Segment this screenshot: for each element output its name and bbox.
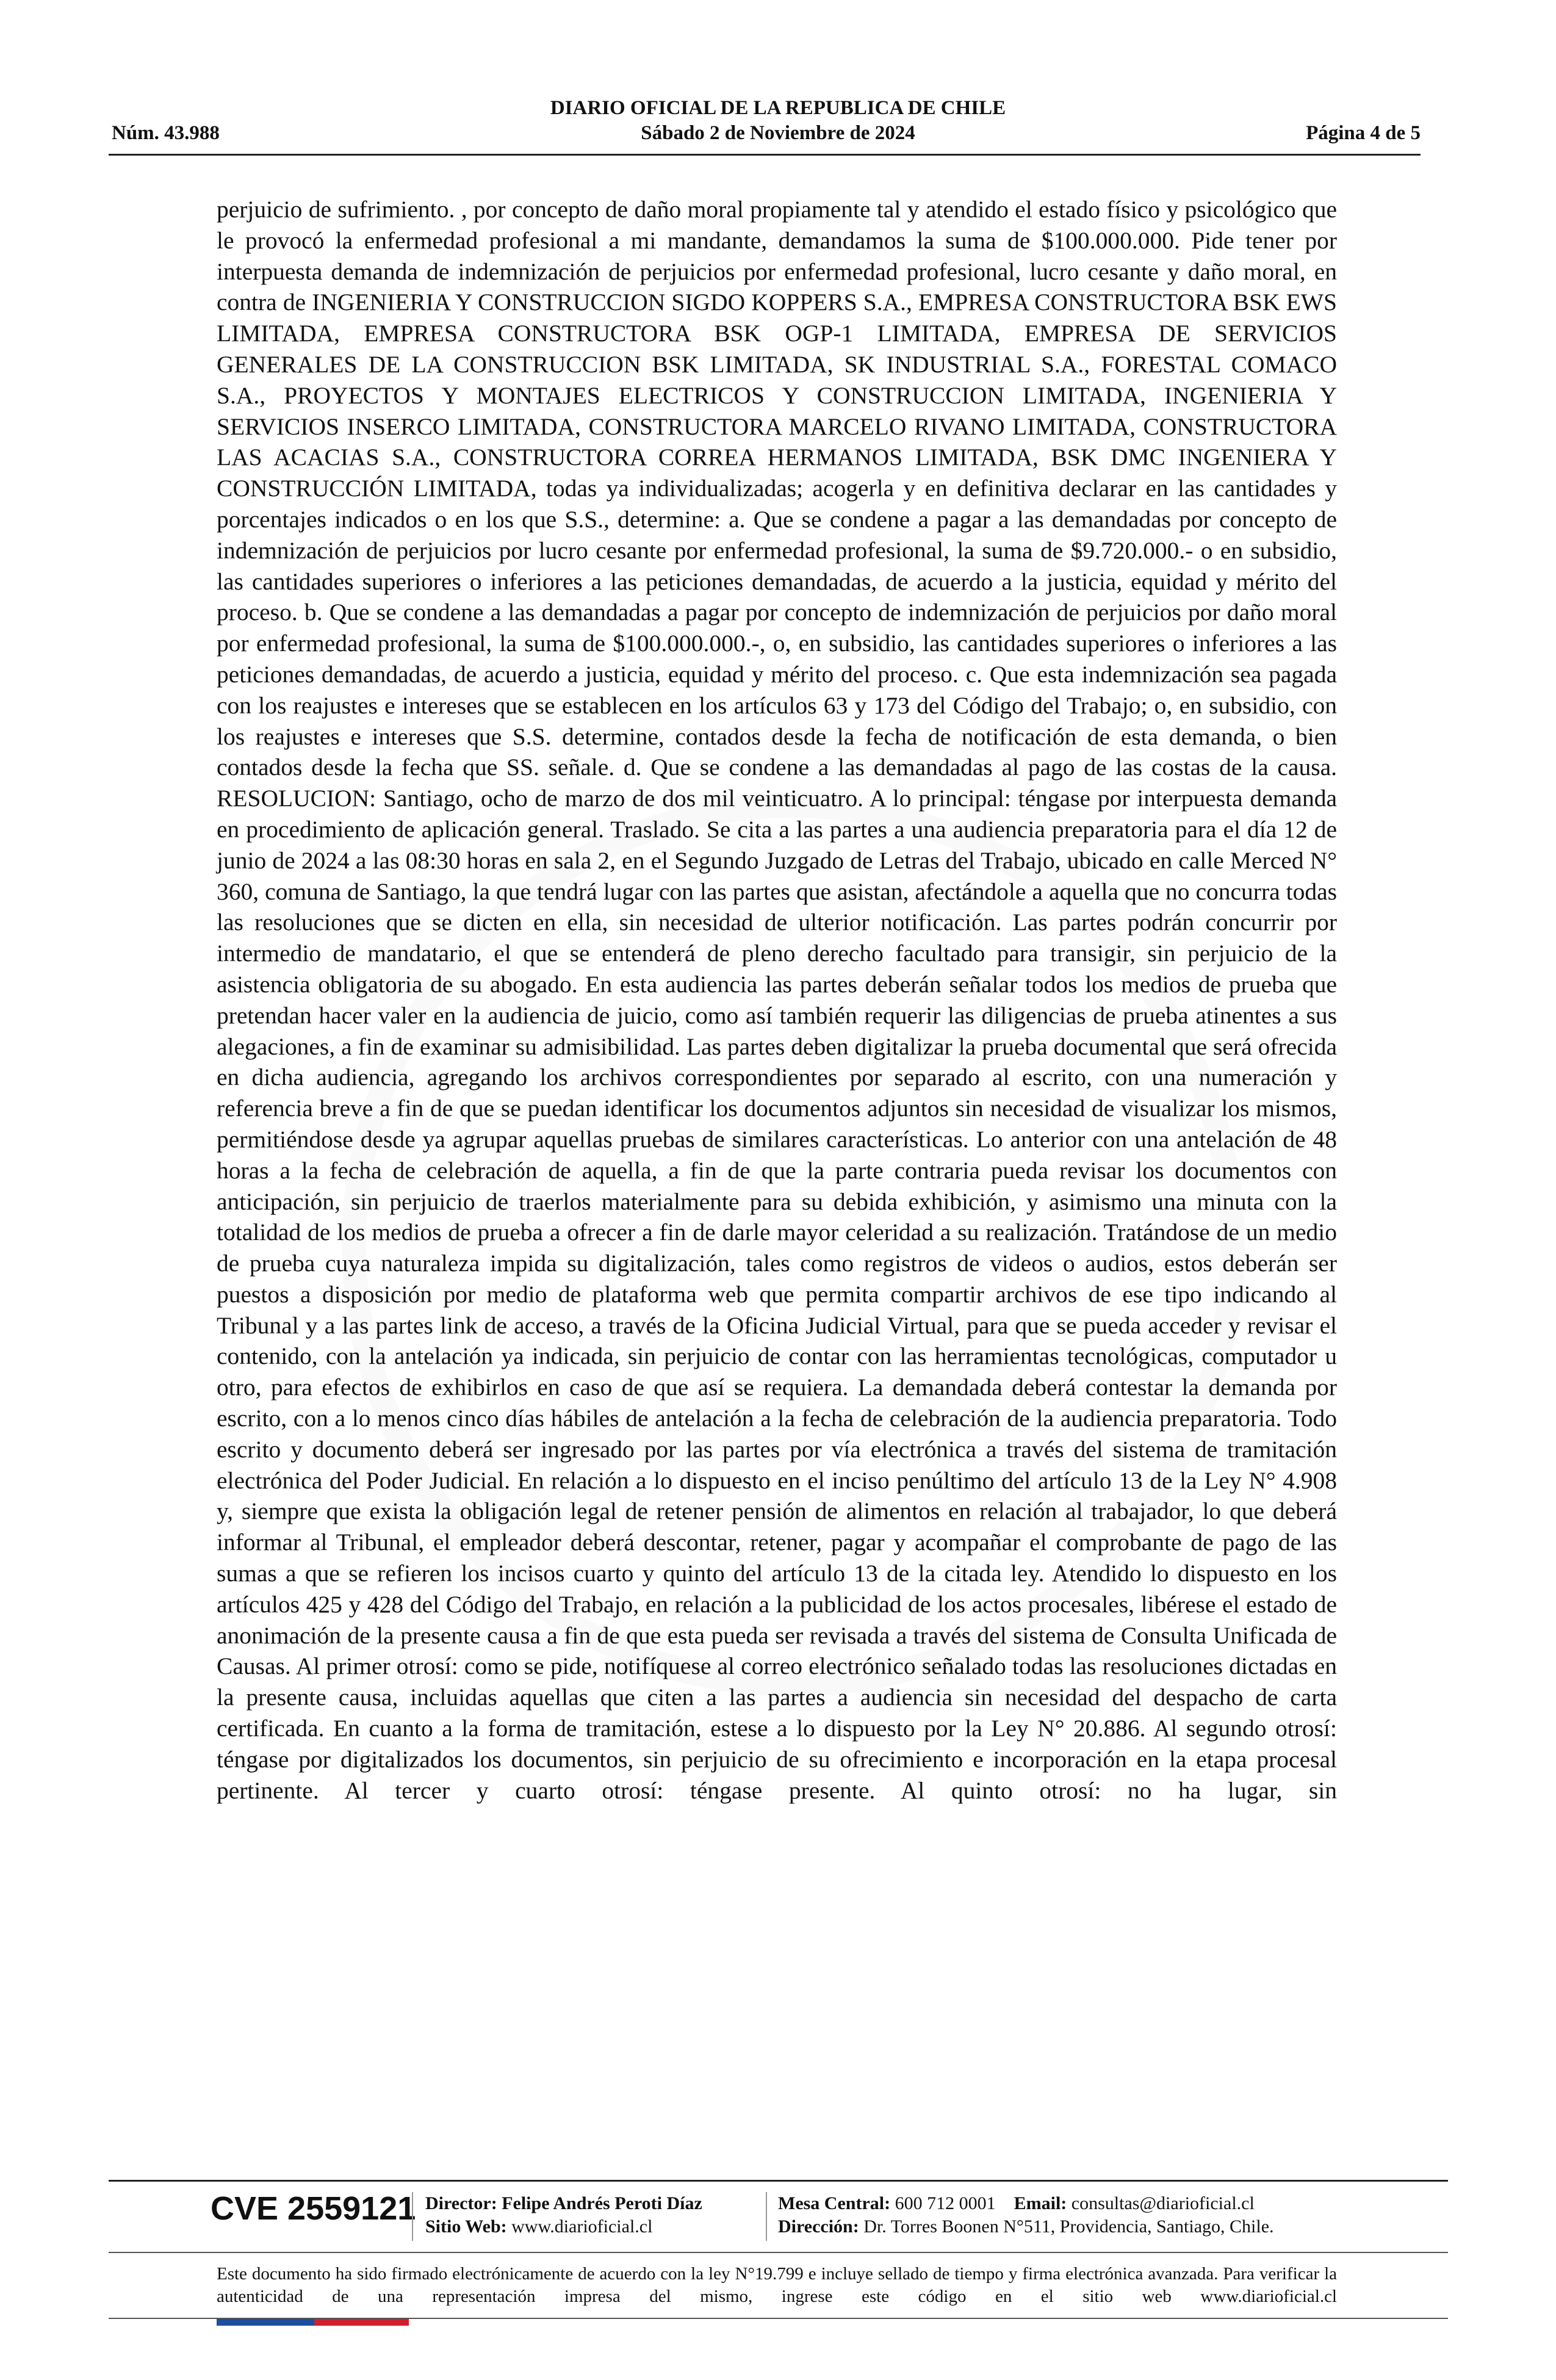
director-label: Director: — [425, 2193, 497, 2213]
phone-label: Mesa Central: — [778, 2193, 891, 2213]
footer-divider-top — [109, 2180, 1448, 2182]
header-divider — [109, 154, 1421, 156]
page-number: Página 4 de 5 — [1306, 122, 1421, 144]
address-label: Dirección: — [778, 2216, 859, 2237]
footer-separator — [412, 2192, 413, 2241]
footer-separator — [766, 2192, 767, 2241]
publication-title: DIARIO OFICIAL DE LA REPUBLICA DE CHILE — [550, 97, 1006, 119]
cve-code: CVE 2559121 — [211, 2190, 416, 2227]
email-link[interactable]: consultas@diarioficial.cl — [1071, 2193, 1255, 2213]
website-label: Sitio Web: — [425, 2216, 507, 2237]
phone-number: 600 712 0001 — [895, 2193, 996, 2213]
footer-divider-mid — [109, 2252, 1448, 2253]
body-paragraph: perjuicio de sufrimiento. , por concepto de daño moral propiamente tal y atendido el estado físico y psicológico que le provocó la enfermedad profesional a mi mandante, demandamos la suma de $100.000.000. Pide tener por interpuesta demanda de indemnización de perjuicios por enfermedad profesional, lucro cesante y daño moral, en contra de INGENIERIA Y CONSTRUCCION SIGDO KOPPERS S.A., EMPRESA CONSTRUCTORA BSK EWS LIMITADA, EMPRESA CONSTRUCTORA BSK OGP-1 LIMITADA, EMPRESA DE SERVICIOS GENERALES DE LA CONSTRUCCION BSK LIMITADA, SK INDUSTRIAL S.A., FORESTAL COMACO S.A., PROYECTOS Y MONTAJES ELECTRICOS Y CONSTRUCCION LIMITADA, INGENIERIA Y SERVICIOS INSERCO LIMITADA, CONSTRUCTORA MARCELO RIVANO LIMITADA, CONSTRUCTORA LAS ACACIAS S.A., CONSTRUCTORA CORREA HERMANOS LIMITADA, BSK DMC INGENIERA Y CONSTRUCCIÓN LIMITADA, todas ya individualizadas; acogerla y en definitiva declarar en las cantidades y porcentajes indicados o en los que S.S., determine: a. Que se condene a pagar a las demandadas por concepto de indemnización de perjuicios por lucro cesante por enfermedad profesional, la suma de $9.720.000.- o en subsidio, las cantidades superiores o inferiores a las peticiones demandadas, de acuerdo a la justicia, equidad y mérito del proceso. b. Que se condene a las demandadas a pagar por concepto de indemnización de perjuicios por daño moral por enfermedad profesional, la suma de $100.000.000.-, o, en subsidio, las cantidades superiores o inferiores a las peticiones demandadas, de acuerdo a justicia, equidad y mérito del proceso. c. Que esta indemnización sea pagada con los reajustes e intereses que se establecen en los artículos 63 y 173 del Código del Trabajo; o, en subsidio, con los reajustes e intereses que S.S. determine, contados desde la fecha de notificación de esta demanda, o bien contados desde la fecha que SS. señale. d. Que se condene a las demandadas al pago de las costas de la causa. RESOLUCION: Santiago, ocho de marzo de dos mil veinticuatro. A lo principal: téngase por interpuesta demanda en procedimiento de aplicación general. Traslado. Se cita a las partes a una audiencia preparatoria para el día 12 de junio de 2024 a las 08:30 horas en sala 2, en el Segundo Juzgado de Letras del Trabajo, ubicado en calle Merced N° 360, comuna de Santiago, la que tendrá lugar con las partes que asistan, afectándole a aquella que no concurra todas las resoluciones que se dicten en ella, sin necesidad de ulterior notificación. Las partes podrán concurrir por intermedio de mandatario, el que se entenderá de pleno derecho facultado para transigir, sin perjuicio de la asistencia obligatoria de su abogado. En esta audiencia las partes deberán señalar todos los medios de prueba que pretendan hacer valer en la audiencia de juicio, como así también requerir las diligencias de prueba atinentes a sus alegaciones, a fin de examinar su admisibilidad. Las partes deben digitalizar la prueba documental que será ofrecida en dicha audiencia, agregando los archivos correspondientes por separado al escrito, con una numeración y referencia breve a fin de que se puedan identificar los documentos adjuntos sin necesidad de visualizar los mismos, permitiéndose desde ya agrupar aquellas pruebas de similares características. Lo anterior con una antelación de 48 horas a la fecha de celebración de aquella, a fin de que la parte contraria pueda revisar los documentos con anticipación, sin perjuicio de traerlos materialmente para su debida exhibición, y asimismo una minuta con la totalidad de los medios de prueba a ofrecer a fin de darle mayor celeridad a su realización. Tratándose de un medio de prueba cuya naturaleza impida su digitalización, tales como registros de videos o audios, estos deberán ser puestos a disposición por medio de plataforma web que permita compartir archivos de ese tipo indicando al Tribunal y a las partes link de acceso, a través de la Oficina Judicial Virtual, para que se pueda acceder y revisar el contenido, con la antelación ya indicada, sin perjuicio de contar con las herramientas tecnológicas, computador u otro, para efectos de exhibirlos en caso de que así se requiera. La demandada deberá contestar la demanda por escrito, con a lo menos cinco días hábiles de antelación a la fecha de celebración de la audiencia preparatoria. Todo escrito y documento deberá ser ingresado por las partes por vía electrónica a través del sistema de tramitación electrónica del Poder Judicial. En relación a lo dispuesto en el inciso penúltimo del artículo 13 de la Ley N° 4.908 y, siempre que exista la obligación legal de retener pensión de alimentos en relación al trabajador, lo que deberá informar al Tribunal, el empleador deberá descontar, retener, pagar y acompañar el comprobante de pago de las sumas a que se refieren los incisos cuarto y quinto del artículo 13 de la citada ley. Atendido lo dispuesto en los artículos 425 y 428 del Código del Trabajo, en relación a la publicidad de los actos procesales, libérese el estado de anonimación de la presente causa a fin de que esta pueda ser revisada a través del sistema de Consulta Unificada de Causas. Al primer otrosí: como se pide, notifíquese al correo electrónico señalado todas las resoluciones dictadas en la presente causa, incluidas aquellas que citen a las partes a audiencia sin necesidad del despacho de carta certificada. En cuanto a la forma de tramitación, estese a lo dispuesto por la Ley N° 20.886. Al segundo otrosí: téngase por digitalizados los documentos, sin perjuicio de su ofrecimiento e incorporación en la etapa procesal pertinente. Al tercer y cuarto otrosí: téngase presente. Al quinto otrosí: no ha lugar, sin — [217, 196, 1337, 1804]
footer-contact-right — [778, 2192, 1274, 2238]
publication-date: Sábado 2 de Noviembre de 2024 — [641, 122, 915, 144]
director-name: Felipe Andrés Peroti Díaz — [502, 2193, 702, 2213]
email-label: Email: — [1014, 2193, 1067, 2213]
flag-stripe-blue — [217, 2319, 314, 2326]
signature-note: Este documento ha sido firmado electrónicamente de acuerdo con la ley N°19.799 e incluye sellado de tiempo y firma electrónica avanzada. Para verificar la autenticidad de una representación impresa del mismo, ingrese este código en el sitio web www.diarioficial.cl — [217, 2264, 1337, 2306]
flag-stripe-red — [314, 2319, 409, 2326]
issue-number: Núm. 43.988 — [112, 122, 220, 144]
footer-contact-left — [425, 2192, 702, 2238]
address-value: Dr. Torres Boonen N°511, Providencia, Santiago, Chile. — [863, 2216, 1274, 2237]
website-link[interactable]: www.diarioficial.cl — [511, 2216, 653, 2237]
